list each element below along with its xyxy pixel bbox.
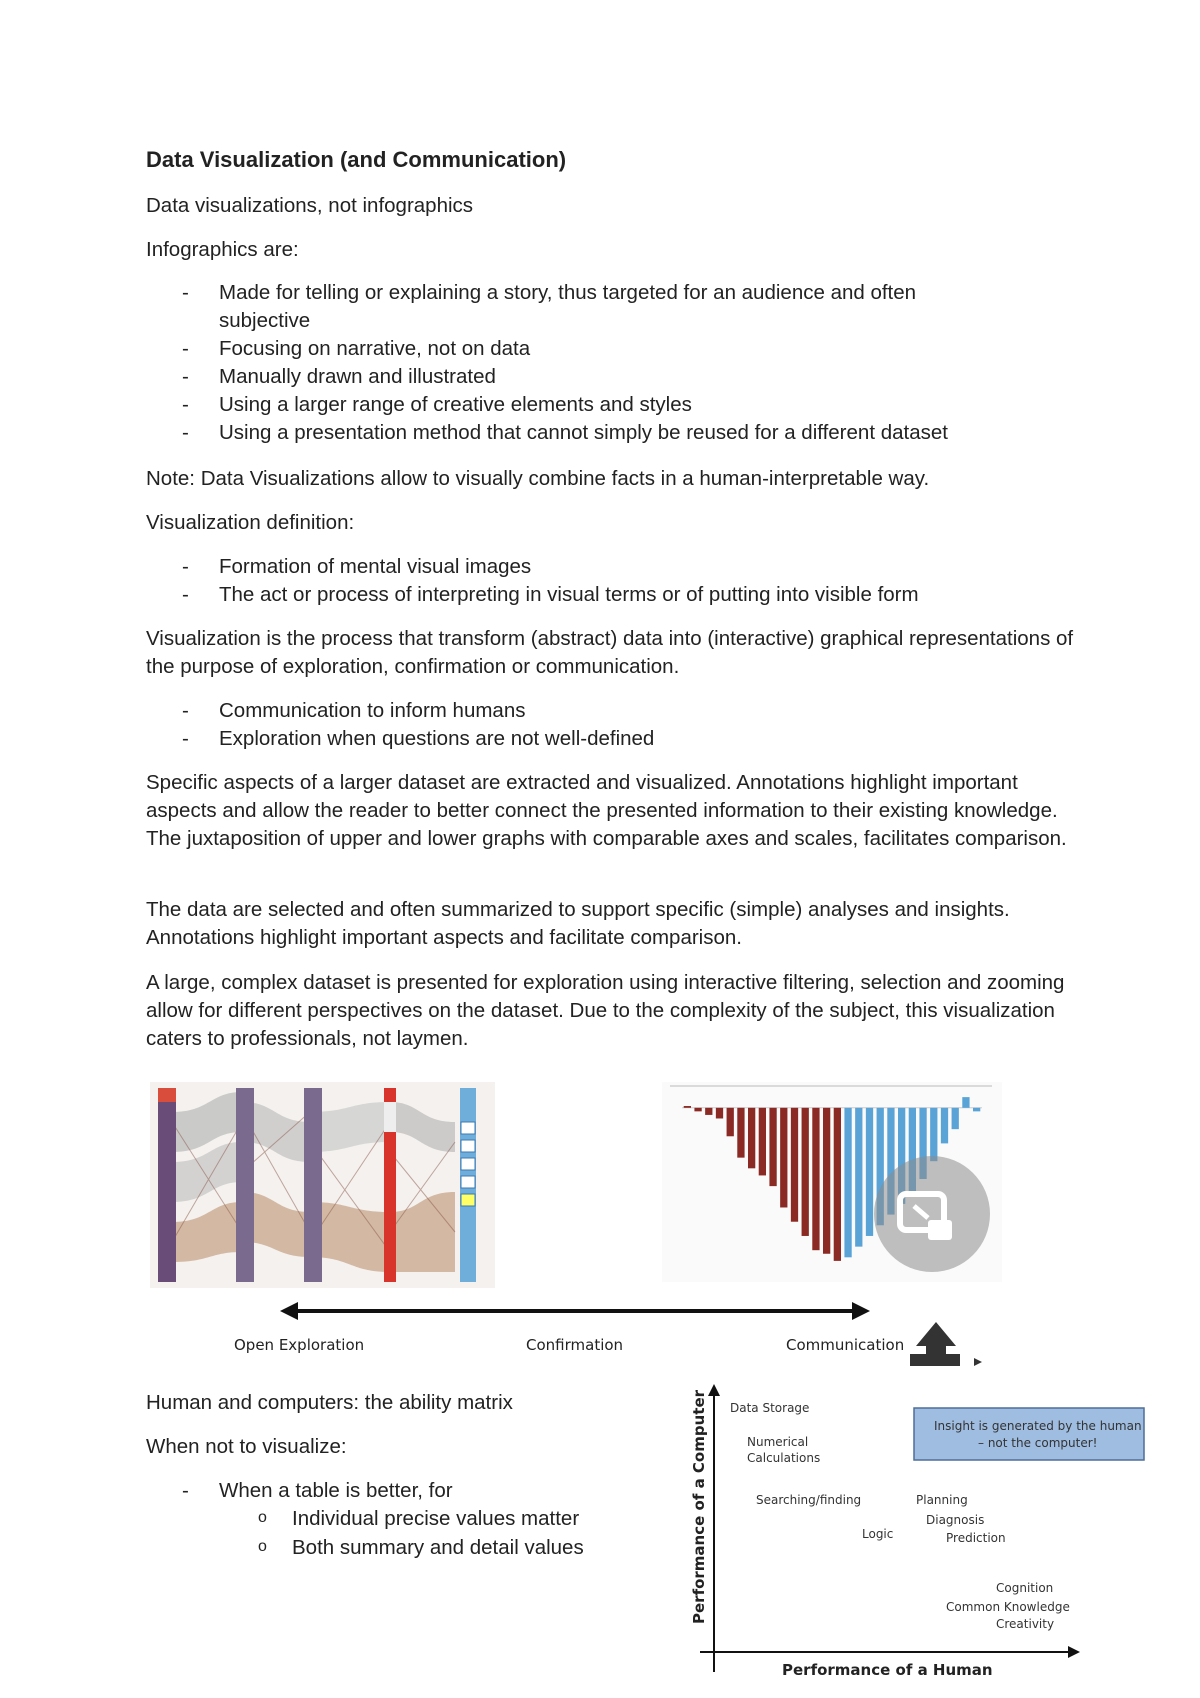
list-item: Using a larger range of creative elements and styles (219, 393, 692, 416)
bar (716, 1108, 723, 1119)
ability-matrix (690, 1384, 1142, 1680)
matrix-item: Numerical (747, 1435, 809, 1449)
circle-bullet: o (258, 1509, 267, 1526)
bar (737, 1108, 744, 1158)
bar (694, 1108, 701, 1112)
bar (759, 1108, 766, 1176)
share-icon[interactable] (910, 1318, 986, 1368)
specific-paragraph: Specific aspects of a larger dataset are extracted and visualized. Annotations highlight important aspects and allow the reader to better connect the presented information to their existing knowledge. The juxtaposition of upper and lower graphs with comparable axes and scales, facilitates comparison. (146, 771, 1067, 850)
sub-item: Individual precise values matter (292, 1507, 580, 1530)
spectrum-label-communication: Communication (786, 1336, 905, 1354)
list-item: subjective (219, 309, 311, 332)
sub-item: Both summary and detail values (292, 1536, 584, 1559)
bar (812, 1108, 819, 1250)
callout-text: – not the computer! (978, 1436, 1098, 1450)
selected-paragraph: The data are selected and often summarized to support specific (simple) analyses and insights. Annotations highlight important aspects and facilitate comparison. (146, 898, 1010, 949)
callout-text: Insight is generated by the human (934, 1419, 1142, 1433)
insight-callout (914, 1408, 1144, 1460)
x-axis-label: Performance of a Human (782, 1661, 993, 1679)
matrix-item: Prediction (946, 1531, 1006, 1545)
matrix-item: Calculations (747, 1451, 821, 1465)
list-item: Exploration when questions are not well-defined (219, 727, 655, 750)
bar-chart (662, 1082, 1002, 1282)
bar (973, 1108, 980, 1112)
when-not-heading: When not to visualize: (146, 1435, 347, 1458)
dash-marker: - (182, 555, 189, 578)
list-item: When a table is better, for (219, 1479, 453, 1502)
dash-marker: - (182, 699, 189, 722)
spectrum-arrow (280, 1296, 870, 1326)
axis-bar (158, 1088, 176, 1282)
matrix-item: Data Storage (730, 1401, 810, 1415)
matrix-item: Cognition (996, 1581, 1054, 1595)
page-title: Data Visualization (and Communication) (146, 147, 567, 172)
bar (748, 1108, 755, 1169)
matrix-item: Creativity (996, 1617, 1055, 1631)
matrix-item: Searching/finding (756, 1493, 862, 1507)
list-item: Made for telling or explaining a story, thus targeted for an audience and often (219, 281, 917, 304)
bar (866, 1108, 873, 1236)
subtitle: Data visualizations, not infographics (146, 194, 474, 217)
dash-marker: - (182, 421, 189, 444)
dash-marker: - (182, 337, 189, 360)
bar (705, 1108, 712, 1115)
bar (834, 1108, 841, 1261)
bar (769, 1108, 776, 1186)
bar (802, 1108, 809, 1236)
bar (844, 1108, 851, 1258)
dash-marker: - (182, 365, 189, 388)
y-axis-label: Performance of a Computer (690, 1389, 708, 1624)
matrix-item: Planning (916, 1493, 968, 1507)
bar (855, 1108, 862, 1247)
axis-bar (236, 1088, 254, 1282)
dash-marker: - (182, 281, 189, 304)
parallel-sets-figure (150, 1082, 495, 1288)
matrix-heading: Human and computers: the ability matrix (146, 1391, 513, 1414)
bar (941, 1108, 948, 1144)
expand-icon[interactable] (874, 1156, 990, 1272)
bar (823, 1108, 830, 1254)
large-dataset-paragraph: A large, complex dataset is presented for exploration using interactive filtering, selection and zooming allow for different perspectives on the dataset. Due to the complexity of the subject, this visualization caters to professionals, not laymen. (146, 971, 1065, 1050)
dash-marker: - (182, 583, 189, 606)
axis-bar (304, 1088, 322, 1282)
dash-marker: - (182, 1479, 189, 1502)
list-item: Communication to inform humans (219, 699, 526, 722)
matrix-item: Common Knowledge (946, 1600, 1070, 1614)
dash-marker: - (182, 393, 189, 416)
spectrum-label-exploration: Open Exploration (234, 1336, 365, 1354)
bar (727, 1108, 734, 1136)
note: Note: Data Visualizations allow to visually combine facts in a human-interpretable way. (146, 467, 930, 490)
process-paragraph: Visualization is the process that transform (abstract) data into (interactive) graphical representations of the purpose of exploration, confirmation or communication. (146, 627, 1074, 678)
infographics-heading: Infographics are: (146, 238, 299, 261)
matrix-item: Diagnosis (926, 1513, 985, 1527)
list-item: The act or process of interpreting in visual terms or of putting into visible form (219, 583, 919, 606)
matrix-item: Logic (862, 1527, 894, 1541)
dash-marker: - (182, 727, 189, 750)
list-item: Manually drawn and illustrated (219, 365, 496, 388)
bar (930, 1108, 937, 1161)
spectrum-label-confirmation: Confirmation (526, 1336, 624, 1354)
circle-bullet: o (258, 1538, 267, 1555)
list-item: Using a presentation method that cannot simply be reused for a different dataset (219, 421, 948, 444)
bar (780, 1108, 787, 1208)
definition-heading: Visualization definition: (146, 511, 355, 534)
bar (962, 1097, 969, 1108)
bar (952, 1108, 959, 1129)
list-item: Focusing on narrative, not on data (219, 337, 531, 360)
bar (684, 1106, 691, 1108)
list-item: Formation of mental visual images (219, 555, 532, 578)
bar (791, 1108, 798, 1222)
